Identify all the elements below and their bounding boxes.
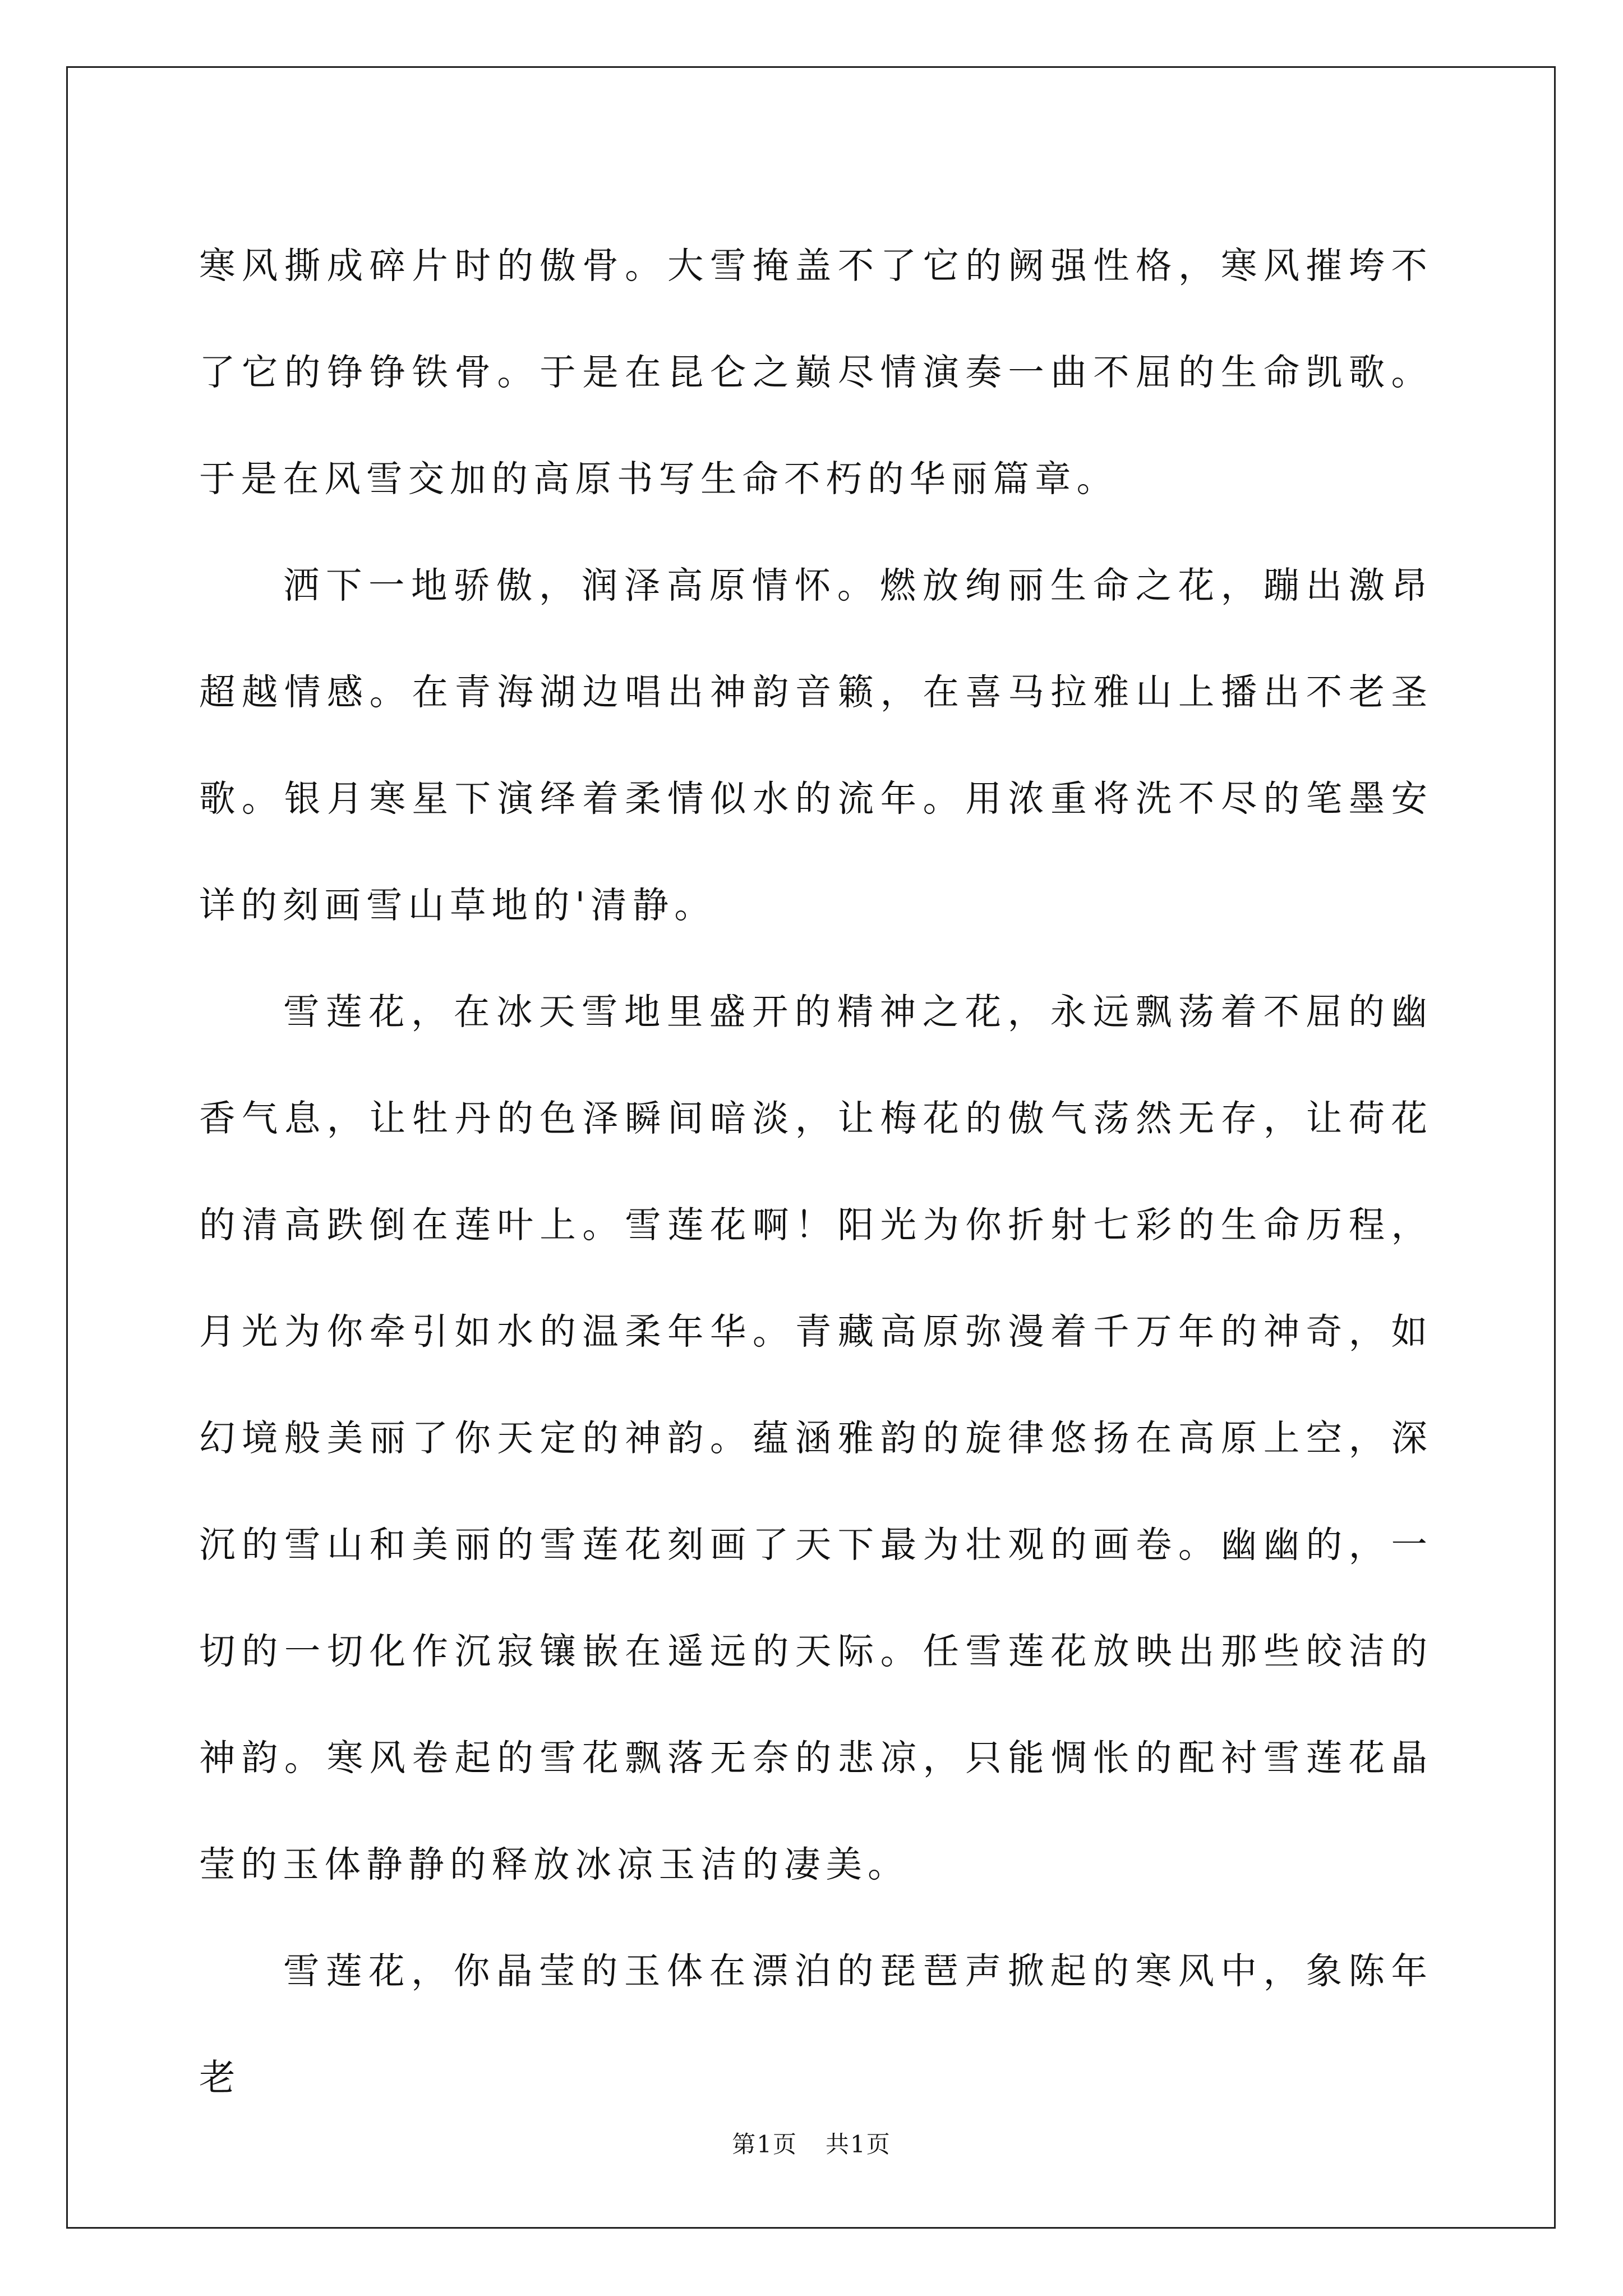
- paragraph-4: 雪莲花，你晶莹的玉体在漂泊的琵琶声掀起的寒风中，象陈年老: [199, 1950, 1433, 2099]
- paragraph-3: 雪莲花，在冰天雪地里盛开的精神之花，永远飘荡着不屈的幽香气息，让牡丹的色泽瞬间暗淡，让梅花的傲气荡然无存，让荷花的清高跌倒在莲叶上。雪莲花啊！阳光为你折射七彩的生命历程，月光为你牵引如水的温柔年华。青藏高原弥漫着千万年的神奇，如幻境般美丽了你天定的神韵。蕴涵雅韵的旋律悠扬在高原上空，深沉的雪山和美丽的雪莲花刻画了天下最为壮观的画卷。幽幽的，一切的一切化作沉寂镶嵌在遥远的天际。任雪莲花放映出那些皎洁的神韵。寒风卷起的雪花飘落无奈的悲凉，只能惆怅的配衬雪莲花晶莹的玉体静静的释放冰凉玉洁的凄美。: [199, 991, 1433, 1886]
- page-footer: [0, 2126, 1623, 2160]
- paragraph-1: 寒风撕成碎片时的傲骨。大雪掩盖不了它的阙强性格，寒风摧垮不了它的铮铮铁骨。于是在昆仑之巅尽情演奏一曲不屈的生命凯歌。于是在风雪交加的高原书写生命不朽的华丽篇章。: [199, 245, 1433, 500]
- page-number: 第1页: [732, 2131, 797, 2158]
- page-total: 共1页: [826, 2131, 891, 2158]
- paragraph-2: 洒下一地骄傲，润泽高原情怀。燃放绚丽生命之花，蹦出激昂超越情感。在青海湖边唱出神韵音籁，在喜马拉雅山上播出不老圣歌。银月寒星下演绎着柔情似水的流年。用浓重将洗不尽的笔墨安详的刻画雪山草地的'清静。: [199, 565, 1433, 927]
- document-body: [199, 213, 1433, 2132]
